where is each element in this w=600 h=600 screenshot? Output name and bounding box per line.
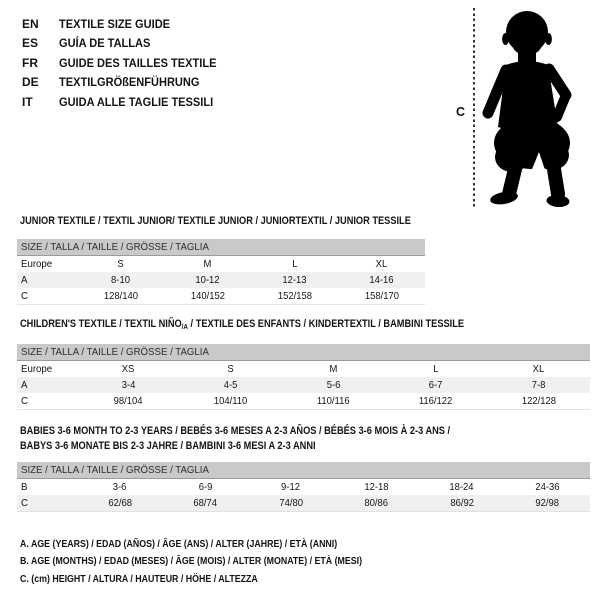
size-cell-text: 9-12 — [281, 481, 301, 493]
size-cell-text: 152/158 — [277, 290, 312, 302]
size-cell — [251, 274, 338, 286]
table-row — [17, 393, 590, 409]
row-label-text: A — [21, 379, 28, 391]
children-size-header — [17, 344, 590, 361]
note-a-text: A. AGE (YEARS) / EDAD (AÑOS) / ÂGE (ANS) / ALTER (JAHRE) / ETÀ (ANNI) — [20, 537, 338, 550]
size-cell — [77, 481, 163, 493]
row-label-text: C — [21, 497, 28, 509]
size-cell-text: S — [117, 258, 124, 270]
size-cell — [385, 395, 488, 407]
size-cell — [338, 274, 425, 286]
row-label-text: Europe — [21, 258, 53, 270]
size-cell-text: M — [203, 258, 212, 270]
size-cell-text: 104/110 — [214, 395, 248, 407]
row-label — [17, 497, 77, 509]
size-cell-text: 14-16 — [369, 274, 394, 286]
size-cell — [505, 481, 591, 493]
size-cell — [163, 497, 249, 509]
size-header-text: SIZE / TALLA / TAILLE / GRÖSSE / TAGLIA — [21, 346, 209, 358]
size-cell-text: 10-12 — [195, 274, 220, 286]
row-label — [17, 481, 77, 493]
children-title-subscript: /A — [181, 322, 188, 331]
size-cell — [164, 258, 251, 270]
size-cell — [338, 290, 425, 302]
row-label — [17, 379, 77, 391]
table-row — [17, 361, 590, 377]
size-cell — [77, 379, 180, 391]
junior-size-table — [17, 239, 425, 305]
size-cell — [385, 363, 488, 375]
size-cell-text: XL — [375, 258, 388, 270]
size-cell — [163, 481, 249, 493]
size-cell-text: 6-7 — [429, 379, 443, 391]
children-title-before: CHILDREN'S TEXTILE / TEXTIL NIÑO — [20, 318, 182, 330]
language-title: GUIDA ALLE TAGLIE TESSILI — [59, 94, 214, 109]
size-cell-text: 74/80 — [278, 497, 303, 509]
size-cell — [419, 497, 505, 509]
language-row — [22, 34, 230, 54]
size-cell — [282, 395, 385, 407]
size-cell-text: 140/152 — [190, 290, 225, 302]
size-cell — [419, 481, 505, 493]
babies-title-line1: BABIES 3-6 MONTH TO 2-3 YEARS / BEBÉS 3-6 MESES A 2-3 AÑOS / BÉBÉS 3-6 MOIS À 2-3 ANS / — [20, 425, 451, 437]
size-cell — [248, 481, 334, 493]
size-cell-text: 7-8 — [531, 379, 546, 391]
baby-silhouette-icon — [480, 5, 600, 210]
size-cell-text: 68/74 — [193, 497, 218, 509]
language-row — [22, 73, 230, 93]
size-cell-text: 86/92 — [449, 497, 474, 509]
language-code: DE — [22, 75, 39, 90]
row-label — [17, 274, 77, 286]
size-cell-text: 18-24 — [449, 481, 474, 493]
size-cell-text: 116/122 — [419, 395, 453, 407]
height-measure-label: C — [456, 105, 466, 119]
row-label-text: Europe — [21, 363, 53, 375]
size-cell-text: 98/104 — [113, 395, 143, 407]
size-cell — [164, 290, 251, 302]
size-cell — [282, 363, 385, 375]
babies-size-header — [17, 462, 590, 479]
table-row — [17, 256, 425, 272]
language-code: EN — [22, 16, 39, 31]
row-label-text: B — [21, 481, 28, 493]
size-cell — [77, 258, 164, 270]
size-cell — [505, 497, 591, 509]
row-label — [17, 395, 77, 407]
language-row — [22, 53, 230, 73]
size-cell-text: 24-36 — [535, 481, 560, 493]
table-row — [17, 272, 425, 288]
size-cell — [334, 497, 420, 509]
size-cell — [180, 395, 283, 407]
size-cell — [487, 363, 590, 375]
language-code: FR — [22, 55, 38, 70]
legend-notes — [20, 535, 427, 588]
babies-size-table — [17, 462, 590, 512]
note-line-a — [20, 535, 427, 553]
table-row — [17, 479, 590, 495]
size-cell-text: 4-5 — [224, 379, 238, 391]
language-title: GUÍA DE TALLAS — [59, 36, 151, 51]
size-cell — [248, 497, 334, 509]
size-cell-text: 62/68 — [107, 497, 132, 509]
children-title-after: / TEXTILE DES ENFANTS / KINDERTEXTIL / BAMBINI TESSILE — [187, 318, 465, 330]
size-cell-text: L — [291, 258, 298, 270]
size-cell — [487, 379, 590, 391]
note-line-b — [20, 553, 427, 571]
row-label — [17, 363, 77, 375]
table-row — [17, 377, 590, 393]
size-cell-text: M — [329, 363, 338, 375]
size-cell-text: L — [433, 363, 439, 375]
size-cell-text: 3-6 — [112, 481, 127, 493]
language-code: IT — [22, 94, 33, 109]
size-cell-text: 5-6 — [326, 379, 341, 391]
row-label-text: C — [21, 290, 28, 302]
row-label-text: A — [21, 274, 28, 286]
note-b-text: B. AGE (MONTHS) / EDAD (MESES) / ÂGE (MOIS) / ALTER (MONATE) / ETÀ (MESI) — [20, 555, 363, 568]
size-cell — [251, 290, 338, 302]
size-cell-text: 122/128 — [521, 395, 556, 407]
children-section-title — [20, 318, 549, 331]
babies-section-title — [20, 424, 532, 454]
size-cell-text: S — [227, 363, 235, 375]
size-cell-text: XL — [532, 363, 545, 375]
size-cell — [77, 363, 180, 375]
row-label — [17, 290, 77, 302]
size-cell-text: 158/170 — [364, 290, 399, 302]
language-title: TEXTILGRÖßENFÜHRUNG — [59, 75, 200, 90]
size-cell-text: 6-9 — [198, 481, 213, 493]
size-cell — [77, 497, 163, 509]
size-cell-text: 80/86 — [364, 497, 389, 509]
height-measure-line — [473, 8, 475, 209]
size-cell — [77, 290, 164, 302]
size-cell-text: 12-18 — [364, 481, 389, 493]
language-title: GUIDE DES TAILLES TEXTILE — [59, 55, 217, 70]
junior-section-title — [20, 215, 485, 227]
size-header-text: SIZE / TALLA / TAILLE / GRÖSSE / TAGLIA — [21, 464, 209, 476]
language-row — [22, 92, 230, 112]
table-row — [17, 288, 425, 304]
size-cell-text: 128/140 — [103, 290, 138, 302]
table-row — [17, 495, 590, 511]
size-cell — [164, 274, 251, 286]
size-cell-text: XS — [121, 363, 135, 375]
junior-size-header — [17, 239, 425, 256]
size-cell — [487, 395, 590, 407]
note-c-text: C. (cm) HEIGHT / ALTURA / HAUTEUR / HÖHE / ALTEZZA — [20, 572, 258, 585]
size-cell — [282, 379, 385, 391]
children-title-text — [20, 318, 464, 331]
size-header-text: SIZE / TALLA / TAILLE / GRÖSSE / TAGLIA — [21, 241, 209, 253]
size-cell-text: 3-4 — [121, 379, 136, 391]
size-cell — [334, 481, 420, 493]
junior-title-text: JUNIOR TEXTILE / TEXTIL JUNIOR/ TEXTILE JUNIOR / JUNIORTEXTIL / JUNIOR TESSILE — [20, 215, 411, 227]
size-cell — [180, 379, 283, 391]
row-label-text: C — [21, 395, 28, 407]
babies-title-line2: BABYS 3-6 MONATE BIS 2-3 JAHRE / BAMBINI 3-6 MESI A 2-3 ANNI — [20, 440, 316, 452]
size-cell-text: 110/116 — [317, 395, 350, 407]
size-cell — [77, 274, 164, 286]
language-title-list — [22, 14, 230, 112]
size-cell — [77, 395, 180, 407]
note-line-c — [20, 570, 427, 588]
language-code: ES — [22, 36, 39, 51]
size-cell-text: 12-13 — [282, 274, 307, 286]
size-cell — [385, 379, 488, 391]
size-cell — [338, 258, 425, 270]
language-row — [22, 14, 230, 34]
language-title: TEXTILE SIZE GUIDE — [59, 16, 171, 31]
row-label — [17, 258, 77, 270]
children-size-table — [17, 344, 590, 410]
size-cell — [251, 258, 338, 270]
size-cell-text: 92/98 — [535, 497, 560, 509]
size-cell — [180, 363, 283, 375]
size-cell-text: 8-10 — [111, 274, 130, 286]
